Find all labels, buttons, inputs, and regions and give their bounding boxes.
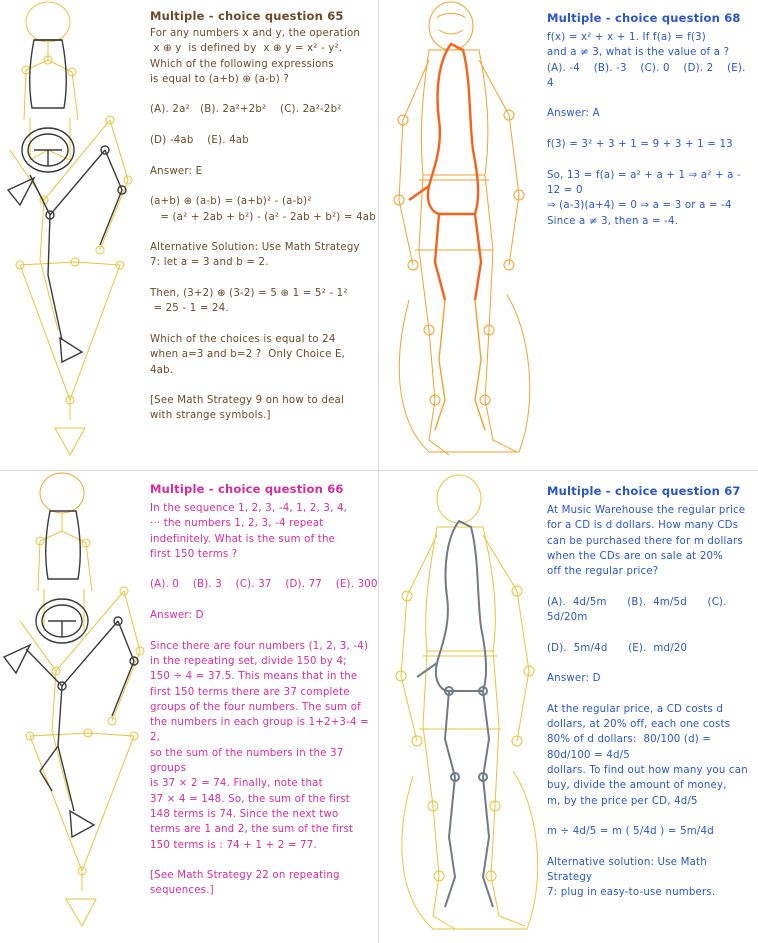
panel-top-right [379, 0, 758, 471]
mannequin-figure-orange [389, 0, 559, 470]
panel-title-q67: Multiple - choice question 67 [547, 484, 741, 498]
panel-title-q66: Multiple - choice question 66 [150, 482, 344, 496]
panel-title-q65: Multiple - choice question 65 [150, 9, 344, 23]
panel-body-q67: At Music Warehouse the regular price for a CD is d dollars. How many CDs can be purchased there for m dollars when the CDs are on sale at 20% off the regular price? (A). 4d/5m (B). 4m/5d (C). 5d/20m (D). 5m/4d (E). md/20 Answer: D At the regular price, a CD costs d dollars, at 20% off, each one costs 80% of d dollars: 80/100 (d) = 80d/100 = 4d/5 dollars. To find out how many you can buy, divide the amount of money, m, by the price per CD, 4d/5 m ÷ 4d/5 = m ( 5/4d ) = 5m/4d Alternative solution: Use Math Strategy 7: plug in easy-to-use numbers. [547, 505, 748, 899]
panel-body-q66: In the sequence 1, 2, 3, -4, 1, 2, 3, 4, ··· the numbers 1, 2, 3, -4 repeat indefinitely. What is the sum of the first 150 terms ? (A). 0 (B). 3 (C). 37 (D). 77 (E). 300 Answer: D Since there are four numbers (1, 2, 3, -4) in the repeating set, divide 150 by 4; 150 ÷ 4 = 37.5. This means that in the first 150 terms there are 37 complete groups of the four numbers. The sum of the numbers in each group is 1+2+3-4 = 2, so the sum of the numbers in the 37 groups is 37 × 2 = 74. Finally, note that 37 × 4 = 148. So, the sum of the first 148 terms is 74. Since the next two terms are 1 and 2, the sum of the first 150 terms is : 74 + 1 + 2 = 77. [See Math Strategy 22 on repeating sequences.] [150, 503, 378, 897]
mannequin-wire-figure-dark-yellow-2 [0, 471, 160, 943]
mannequin-figure-gray [389, 471, 564, 943]
panel-body-q68: f(x) = x² + x + 1. If f(a) = f(3) and a ≠ 3, what is the value of a ? (A). -4 (B). -3 (C). 0 (D). 2 (E). 4 Answer: A f(3) = 3² + 3 + 1 = 9 + 3 + 1 = 13 So, 13 = f(a) = a² + a + 1 ⇒ a² + a - 12 = 0 ⇒ (a-3)(a+4) = 0 ⇒ a = 3 or a = -4 Since a ≠ 3, then a = -4. [547, 32, 746, 227]
panel-body-q65: For any numbers x and y, the operation x ⊕ y is defined by x ⊕ y = x² - y². Which of the following expressions is equal to (a+b) ⊕ (a-b) ? (A). 2a² (B). 2a²+2b² (C). 2a²-2b² (D) -4ab (E). 4ab Answer: E (a+b) ⊕ (a-b) = (a+b)² - (a-b)² = (a² + 2ab + b²) - (a² - 2ab + b²) = 4ab Alternative Solution: Use Math Strategy 7: let a = 3 and b = 2. Then, (3+2) ⊕ (3-2) = 5 ⊕ 1 = 5² - 1² = 25 - 1 = 24. Which of the choices is equal to 24 when a=3 and b=2 ? Only Choice E, 4ab. [See Math Strategy 9 on how to deal with strange symbols.] [150, 28, 376, 422]
panel-bottom-left [0, 471, 379, 943]
mannequin-wire-figure-dark-yellow [0, 0, 150, 470]
panel-bottom-right [379, 471, 758, 943]
panel-title-q68: Multiple - choice question 68 [547, 11, 741, 25]
panel-top-left [0, 0, 379, 471]
